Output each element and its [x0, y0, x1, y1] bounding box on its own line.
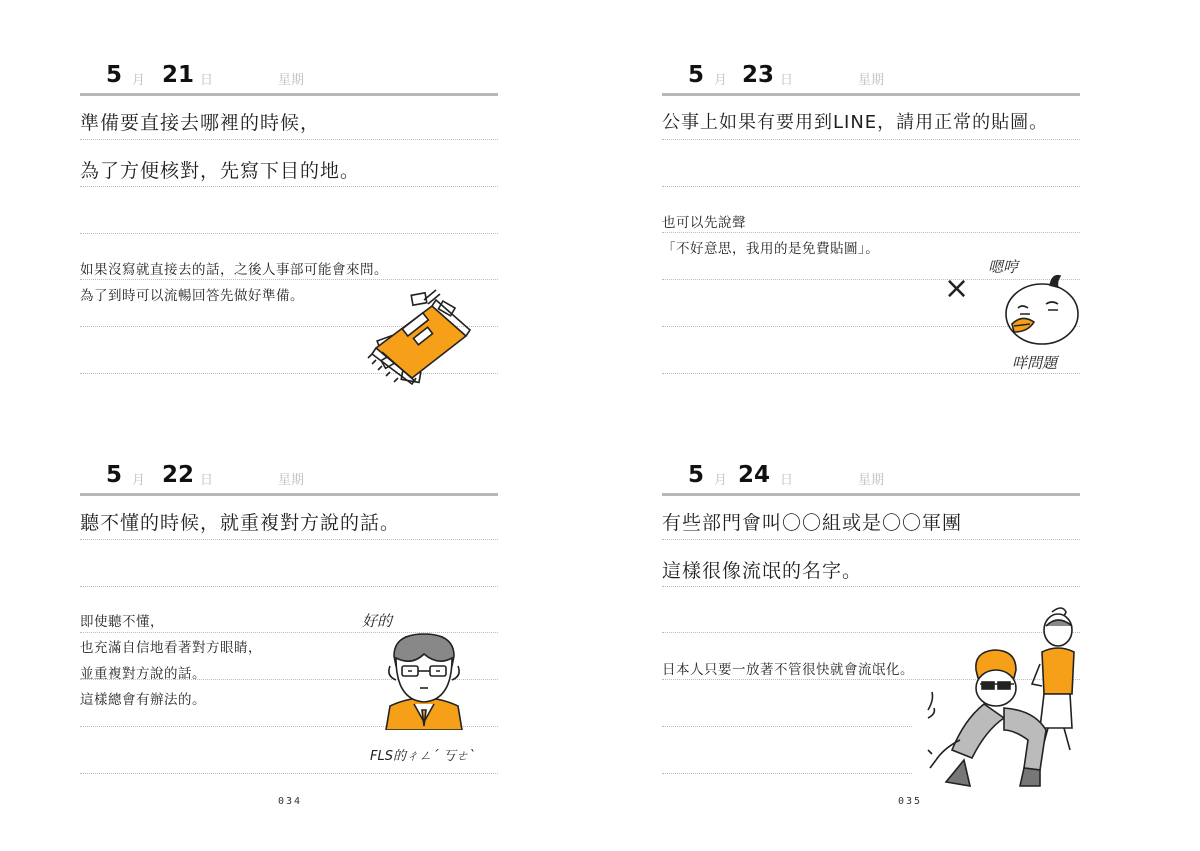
month-label: 月: [714, 73, 728, 88]
date-day: 23: [742, 62, 775, 88]
dotted-rule: [662, 773, 912, 774]
entry-note-1: 也可以先說聲: [662, 215, 746, 231]
entry-line-1: 準備要直接去哪裡的時候，: [80, 112, 321, 134]
header-rule: [80, 493, 498, 496]
diary-entry-may-21: [80, 60, 498, 400]
day-label: 日: [200, 473, 214, 488]
dotted-rule: [662, 586, 1080, 587]
date-month: 5: [106, 462, 123, 488]
entry-line-1: 聽不懂的時候，就重複對方說的話。: [80, 512, 401, 534]
entry-note-4: 這樣總會有辦法的。: [80, 692, 206, 708]
page-number: 034: [278, 796, 303, 807]
day-label: 日: [780, 473, 794, 488]
weekday-label: 星期: [278, 473, 305, 488]
date-month: 5: [688, 462, 705, 488]
entry-line-1: 公事上如果有要用到LINE，請用正常的貼圖。: [662, 112, 1049, 133]
entry-line-2: 這樣很像流氓的名字。: [662, 560, 863, 582]
entry-note-2: 也充滿自信地看著對方眼睛，: [80, 640, 262, 656]
date-day: 22: [162, 462, 195, 488]
month-label: 月: [132, 73, 146, 88]
dotted-rule: [80, 233, 498, 234]
entry-note-2: 為了到時可以流暢回答先做好準備。: [80, 288, 304, 304]
dotted-rule: [80, 773, 498, 774]
dotted-rule: [662, 139, 1080, 140]
header-rule: [662, 93, 1080, 96]
day-label: 日: [200, 73, 214, 88]
date-day: 24: [738, 462, 771, 488]
dotted-rule: [80, 139, 498, 140]
header-rule: [662, 493, 1080, 496]
date-month: 5: [106, 62, 123, 88]
handwritten-reply: 好的: [362, 612, 393, 630]
diary-entry-may-23: [662, 60, 1080, 400]
handwritten-no-problem: 咩問題: [1012, 354, 1058, 372]
bird-sticker-illustration: [1000, 270, 1084, 346]
date-header: [662, 60, 1080, 94]
dotted-rule: [80, 186, 498, 187]
date-month: 5: [688, 62, 705, 88]
date-header: [80, 60, 498, 94]
diary-entry-may-24: [662, 460, 1080, 800]
right-page: [600, 0, 1200, 851]
notebook-illustration: [362, 286, 482, 386]
dotted-rule: [662, 373, 1080, 374]
entry-note-1: 即使聽不懂，: [80, 614, 164, 630]
entry-note-1: 如果沒寫就直接去的話，之後人事部可能會來問。: [80, 262, 388, 278]
header-rule: [80, 93, 498, 96]
entry-line-2: 為了方便核對，先寫下目的地。: [80, 160, 361, 182]
dotted-rule: [662, 186, 1080, 187]
date-day: 21: [162, 62, 195, 88]
dotted-rule: [662, 539, 1080, 540]
page-number: 035: [898, 796, 923, 807]
handwritten-caption: FLS的ㄔㄥˊ 丂ㄜˋ: [370, 749, 476, 764]
delinquent-illustration: [924, 600, 1084, 800]
dotted-rule: [662, 232, 1080, 233]
month-label: 月: [714, 473, 728, 488]
entry-line-1: 有些部門會叫〇〇組或是〇〇軍團: [662, 512, 963, 534]
month-label: 月: [132, 473, 146, 488]
date-header: [662, 460, 1080, 494]
weekday-label: 星期: [858, 73, 885, 88]
diary-entry-may-22: [80, 460, 498, 800]
handwritten-hmm: 嗯哼: [988, 258, 1019, 276]
dotted-rule: [80, 586, 498, 587]
date-header: [80, 460, 498, 494]
weekday-label: 星期: [278, 73, 305, 88]
cross-mark: ×: [944, 271, 970, 306]
entry-note-1: 日本人只要一放著不管很快就會流氓化。: [662, 662, 914, 678]
entry-note-3: 並重複對方說的話。: [80, 666, 206, 682]
dotted-rule: [80, 539, 498, 540]
day-label: 日: [780, 73, 794, 88]
weekday-label: 星期: [858, 473, 885, 488]
entry-note-2: 「不好意思，我用的是免費貼圖」。: [662, 241, 880, 257]
dotted-rule: [80, 279, 498, 280]
businessman-illustration: [376, 626, 472, 730]
dotted-rule: [662, 726, 912, 727]
